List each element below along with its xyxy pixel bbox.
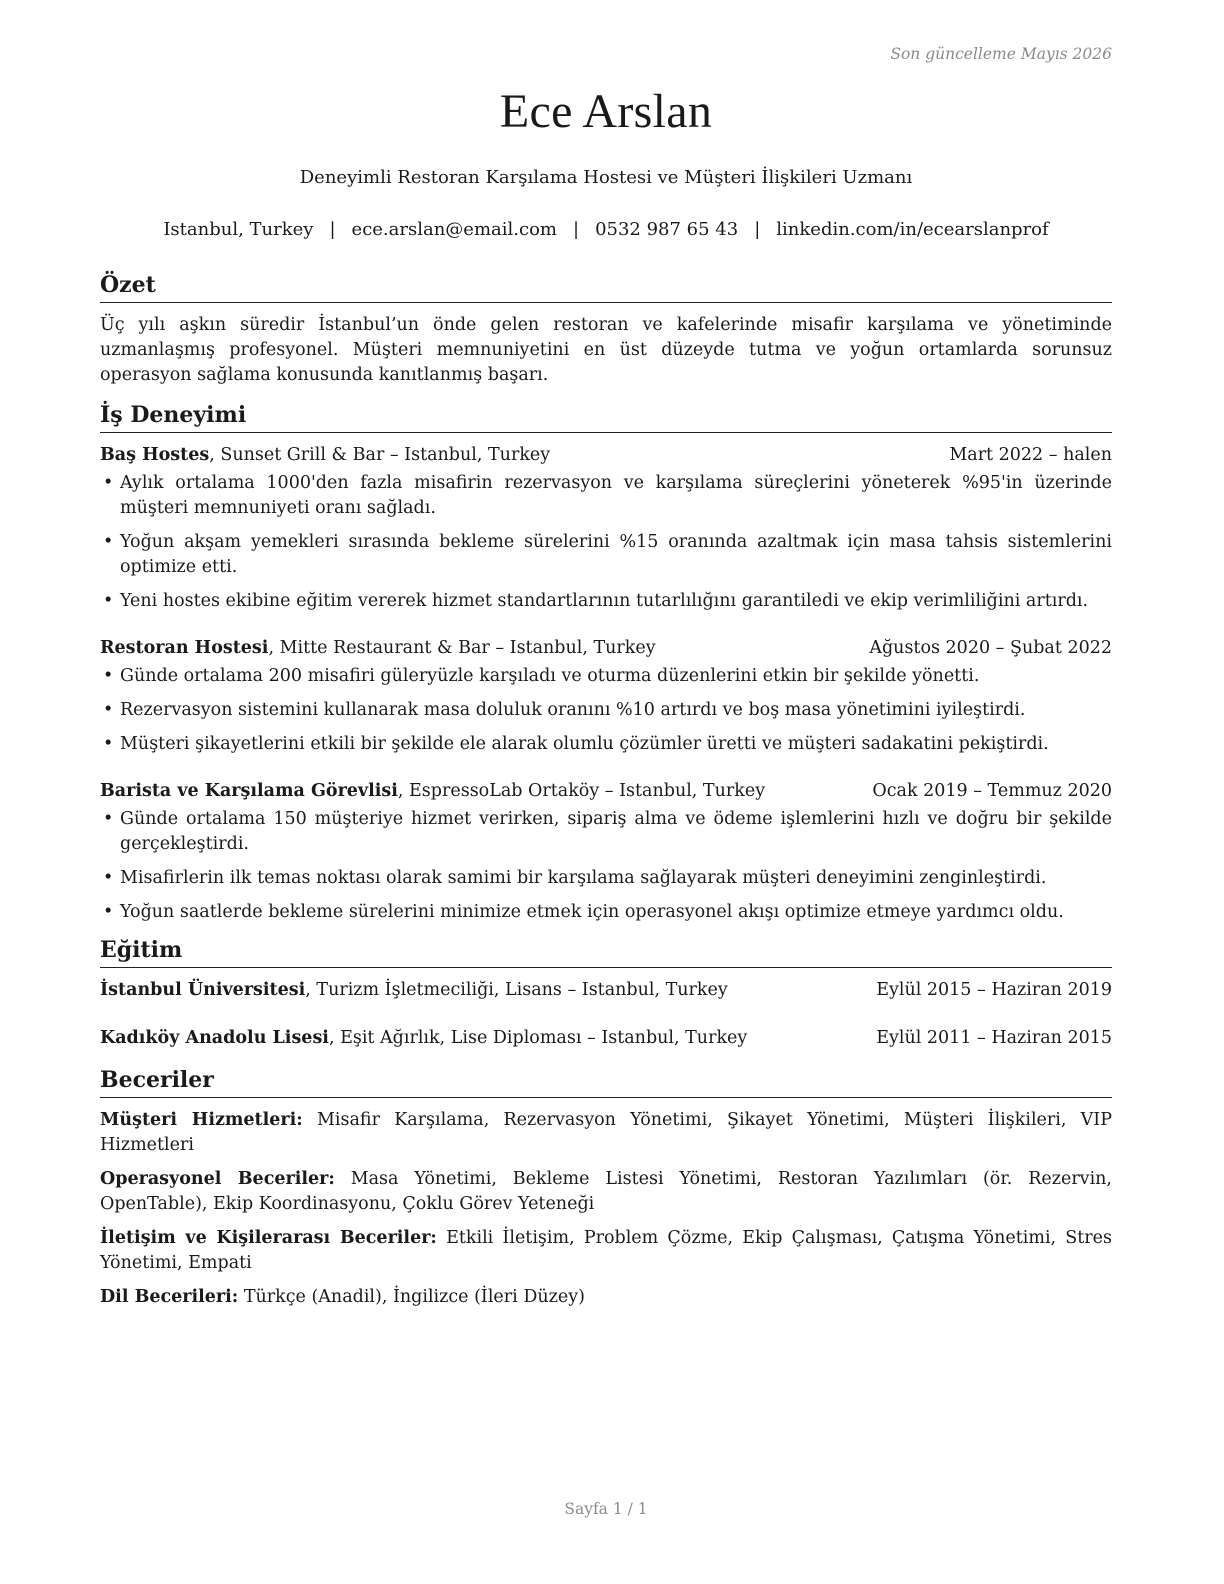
contact-line [100,219,1112,240]
contact-email[interactable]: ece.arslan@email.com [351,219,557,240]
job-entry [100,636,1112,757]
skills-heading: Beceriler [100,1065,1112,1098]
candidate-headline: Deneyimli Restoran Karşılama Hostesi ve Müşteri İlişkileri Uzmanı [299,167,913,188]
job-bullet: • Günde ortalama 150 müşteriye hizmet verirken, sipariş alma ve ödeme işlemlerini hızlı ve doğru bir şekilde gerçekleştirdi. [103,809,1112,854]
job-bullets [100,664,1112,757]
job-bullets [100,807,1112,925]
contact-location: Istanbul, Turkey [163,219,314,240]
resume-content [100,270,1112,1319]
skill-value: Etkili İletişim, Problem Çözme, Ekip Çalışması, Çatışma Yönetimi, Stres Yönetimi, Empati [100,1228,1112,1273]
job-dates: Ağustos 2020 – Şubat 2022 [869,638,1112,658]
skill-label: Operasyonel Beceriler: [100,1169,335,1189]
contact-separator: | [572,219,580,240]
education-dates: Eylül 2011 – Haziran 2015 [876,1028,1112,1048]
job-header [100,779,1112,804]
job-role: Restoran Hostesi [100,638,269,658]
skill-label: Müşteri Hizmetleri: [100,1110,303,1130]
job-header [100,443,1112,468]
job-company: , EspressoLab Ortaköy – Istanbul, Turkey [397,781,766,801]
education-heading: Eğitim [100,935,1112,968]
job-dates: Ocak 2019 – Temmuz 2020 [872,781,1112,801]
education-school: Kadıköy Anadolu Lisesi [100,1028,329,1048]
education-school: İstanbul Üniversitesi [100,980,306,1000]
skill-line [100,1285,1112,1310]
bullet-icon: • [103,734,114,754]
resume-page [100,0,1112,1584]
job-bullet: • Günde ortalama 200 misafiri güleryüzle karşıladı ve oturma düzenlerini etkin bir şekilde yönetti. [100,664,1112,689]
skill-label: İletişim ve Kişilerarası Beceriler: [100,1228,437,1248]
last-updated-note: Son güncelleme Mayıs 2026 [890,45,1112,63]
contact-separator: | [329,219,336,240]
skill-line [100,1167,1112,1217]
skill-value: Masa Yönetimi, Bekleme Listesi Yönetimi, Restoran Yazılımları (ör. Rezervin, OpenTable), Ekip Koordinasyonu, Çoklu Görev Yeteneği [100,1169,1112,1214]
job-company: , Mitte Restaurant & Bar – Istanbul, Turkey [268,638,656,658]
job-role: Baş Hostes [100,445,210,465]
bullet-icon: • [103,473,114,493]
education-detail: , Eşit Ağırlık, Lise Diploması – Istanbul, Turkey [328,1028,748,1048]
contact-phone: 0532 987 65 43 [595,219,739,240]
experience-heading: İş Deneyimi [100,400,1112,433]
job-header [100,636,1112,661]
skill-line [100,1226,1112,1276]
skill-value: Misafir Karşılama, Rezervasyon Yönetimi, Şikayet Yönetimi, Müşteri İlişkileri, VIP Hizmetleri [100,1110,1112,1155]
summary-heading: Özet [100,270,1112,303]
job-bullet: • Aylık ortalama 1000'den fazla misafirin rezervasyon ve karşılama süreçlerini yöneterek %95'in üzerinde müşteri memnuniyeti oranı sağladı. [103,473,1112,518]
contact-separator: | [754,219,761,240]
education-entry [100,1026,1112,1051]
skill-value: Türkçe (Anadil), İngilizce (İleri Düzey) [238,1287,585,1307]
job-bullet: • Yoğun akşam yemekleri sırasında bekleme sürelerini %15 oranında azaltmak için masa tahsis sistemlerini optimize etti. [103,532,1112,577]
page-number: Sayfa 1 / 1 [564,1500,648,1518]
bullet-icon: • [103,532,114,552]
job-bullets [100,471,1112,614]
job-company: , Sunset Grill & Bar – Istanbul, Turkey [209,445,551,465]
job-role: Barista ve Karşılama Görevlisi [100,781,398,801]
job-bullet: • Yoğun saatlerde bekleme sürelerini minimize etmek için operasyonel akışı optimize etmeye yardımcı oldu. [100,900,1112,925]
job-bullet: • Müşteri şikayetlerini etkili bir şekilde ele alarak olumlu çözümler üretti ve müşteri sadakatini pekiştirdi. [100,732,1112,757]
skill-line [100,1108,1112,1158]
bullet-icon: • [103,902,114,922]
job-bullet: • Yeni hostes ekibine eğitim vererek hizmet standartlarının tutarlılığını garantiledi ve ekip verimliliğini artırdı. [100,589,1112,614]
contact-linkedin[interactable]: linkedin.com/in/ecearslanprof [776,219,1049,240]
bullet-icon: • [103,809,114,829]
job-entry [100,443,1112,614]
bullet-icon: • [103,700,114,720]
bullet-icon: • [103,666,114,686]
job-bullet: • Misafirlerin ilk temas noktası olarak samimi bir karşılama sağlayarak müşteri deneyimini zenginleştirdi. [100,866,1112,891]
education-dates: Eylül 2015 – Haziran 2019 [876,980,1112,1000]
job-dates: Mart 2022 – halen [949,445,1112,465]
job-bullet: • Rezervasyon sistemini kullanarak masa doluluk oranını %10 artırdı ve boş masa yönetimini iyileştirdi. [100,698,1112,723]
candidate-name: Ece Arslan [499,85,713,138]
bullet-icon: • [103,868,114,888]
summary-text: Üç yılı aşkın süredir İstanbul’un önde gelen restoran ve kafelerinde misafir karşılama ve yönetiminde uzmanlaşmış profesyonel. Müşteri memnuniyetini en üst düzeyde tutma ve yoğun ortamlarda sorunsuz operasyon sağlama konusunda kanıtlanmış başarı. [100,315,1112,385]
education-detail: , Turizm İşletmeciliği, Lisans – Istanbul, Turkey [305,980,728,1000]
education-entry [100,978,1112,1003]
bullet-icon: • [103,591,114,611]
skill-label: Dil Becerileri: [100,1287,239,1307]
job-entry [100,779,1112,925]
